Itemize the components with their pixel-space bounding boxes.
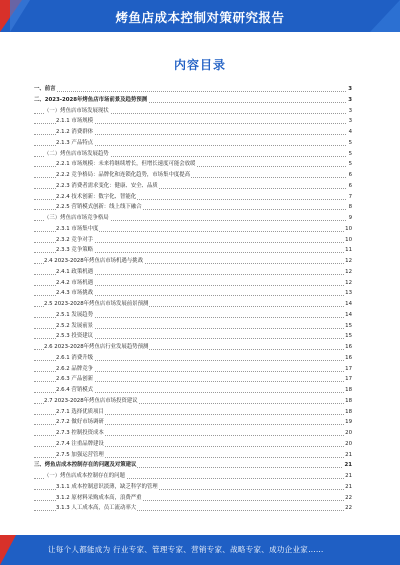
toc-entry[interactable] — [34, 288, 352, 299]
toc-entry[interactable] — [34, 116, 352, 127]
toc-entry-title: 2.2.1 市场规模：未来将继续增长，但增长速度可能会放缓 — [56, 161, 196, 168]
toc-entry-title: 2.1.1 市场规模 — [56, 118, 93, 125]
toc-entry[interactable] — [34, 364, 352, 375]
toc-entry-page: 12 — [344, 267, 352, 278]
toc-entry-title: 2.7.4 注重品牌建设 — [56, 440, 104, 447]
toc-entry-page: 9 — [348, 213, 352, 224]
toc-entry-page: 3 — [348, 106, 352, 117]
toc-entry-page: 18 — [344, 396, 352, 407]
toc-entry[interactable] — [34, 278, 352, 289]
toc-entry-page: 8 — [348, 202, 352, 213]
toc-entry[interactable] — [34, 213, 352, 224]
toc-entry[interactable] — [34, 267, 352, 278]
toc-entry-title: （一）烤鱼店市场发展现状 — [44, 107, 109, 114]
toc-entry[interactable] — [34, 374, 352, 385]
table-of-contents — [34, 84, 352, 514]
toc-entry[interactable] — [34, 299, 352, 310]
toc-entry-title: （一）烤鱼店成本控制存在的问题 — [44, 473, 125, 479]
toc-entry-title: 2.7.3 控制投资成本 — [56, 430, 104, 436]
toc-entry[interactable] — [34, 84, 352, 95]
toc-entry[interactable] — [34, 417, 352, 428]
toc-entry-page: 7 — [348, 192, 352, 203]
toc-entry-title: 2.5.3 投资建议 — [56, 333, 93, 340]
toc-entry[interactable] — [34, 235, 352, 246]
toc-entry-page: 10 — [344, 235, 352, 246]
toc-entry-page: 14 — [344, 299, 352, 310]
toc-entry-page: 22 — [344, 503, 352, 514]
toc-entry-title: 2.6.2 品牌竞争 — [56, 365, 93, 372]
toc-entry-page: 11 — [344, 245, 352, 256]
toc-entry[interactable] — [34, 170, 352, 181]
toc-entry[interactable] — [34, 331, 352, 342]
toc-heading: 内容目录 — [173, 58, 226, 72]
toc-entry-page: 12 — [344, 278, 352, 289]
toc-entry-title: 2.1.2 消费群体 — [56, 129, 93, 135]
toc-entry-page: 18 — [344, 407, 352, 418]
toc-entry[interactable] — [34, 471, 352, 482]
toc-entry[interactable] — [34, 181, 352, 192]
toc-entry-page: 16 — [344, 342, 352, 353]
toc-entry-page: 14 — [344, 310, 352, 321]
toc-entry[interactable] — [34, 138, 352, 149]
toc-entry-title: 2.5.2 发展前景 — [56, 322, 93, 329]
toc-entry-page: 21 — [344, 450, 352, 461]
toc-entry[interactable] — [34, 439, 352, 450]
toc-entry-page: 6 — [348, 170, 352, 181]
toc-entry-page: 15 — [344, 321, 352, 332]
toc-entry[interactable] — [34, 503, 352, 514]
toc-entry-page: 5 — [348, 149, 352, 160]
toc-leader-dots — [34, 91, 346, 92]
toc-entry[interactable] — [34, 245, 352, 256]
toc-entry-page: 22 — [344, 493, 352, 504]
toc-entry-title: 2.7.1 选择优质项目 — [56, 408, 104, 415]
toc-entry-page: 12 — [344, 256, 352, 267]
toc-entry-title: 三、烤鱼店成本控制存在的问题及对策建议 — [34, 462, 137, 469]
toc-entry-title: 3.1.3 人工成本高，员工流动率大 — [56, 505, 137, 512]
footer-slogan: 让每个人都能成为 行业专家、管理专家、营销专家、战略专家、成功企业家…… — [48, 545, 324, 554]
toc-entry-title: 二、2023-2028年烤鱼店市场前景及趋势预测 — [34, 96, 148, 103]
toc-entry[interactable] — [34, 192, 352, 203]
toc-entry[interactable] — [34, 202, 352, 213]
toc-entry-title: 2.4.3 市场挑战 — [56, 290, 93, 297]
toc-entry-title: 3.1.2 原材料采购成本高，浪费严重 — [56, 494, 142, 501]
toc-entry-title: 2.3.1 市场集中度 — [56, 225, 99, 232]
toc-entry-title: 2.2.2 竞争格局：品牌化和连锁化趋势，市场集中度提高 — [56, 172, 191, 178]
page-footer — [0, 535, 400, 565]
toc-entry-page: 3 — [347, 95, 352, 106]
toc-entry-title: （三）烤鱼店市场竞争格局 — [44, 215, 109, 221]
toc-entry-page: 17 — [344, 364, 352, 375]
toc-entry[interactable] — [34, 342, 352, 353]
toc-entry-page: 17 — [344, 374, 352, 385]
toc-entry[interactable] — [34, 396, 352, 407]
toc-entry-title: 2.6.1 消费升级 — [56, 354, 93, 361]
toc-entry-page: 3 — [348, 116, 352, 127]
toc-entry[interactable] — [34, 106, 352, 117]
toc-entry-page: 5 — [348, 138, 352, 149]
toc-entry-page: 19 — [344, 417, 352, 428]
toc-entry-title: 2.7.2 做好市场调研 — [56, 419, 104, 426]
toc-entry-title: 2.6.4 营销模式 — [56, 387, 93, 393]
toc-entry[interactable] — [34, 149, 352, 160]
toc-entry-page: 5 — [348, 159, 352, 170]
toc-entry-title: 3.1.1 成本控制意识淡薄，缺乏科学的管理 — [56, 483, 158, 490]
document-title: 烤鱼店成本控制对策研究报告 — [115, 10, 285, 25]
toc-entry-page: 21 — [344, 482, 352, 493]
toc-entry[interactable] — [34, 385, 352, 396]
toc-entry-page: 10 — [344, 224, 352, 235]
toc-entry[interactable] — [34, 428, 352, 439]
toc-entry-title: 2.6.3 产品创新 — [56, 376, 93, 383]
toc-entry-page: 16 — [344, 353, 352, 364]
toc-entry-page: 3 — [347, 84, 352, 95]
toc-entry-title: 2.5.1 发展趋势 — [56, 311, 93, 318]
toc-entry-page: 6 — [348, 181, 352, 192]
toc-entry[interactable] — [34, 407, 352, 418]
toc-entry-page: 13 — [344, 288, 352, 299]
toc-entry-title: 2.4.2 市场机遇 — [56, 279, 93, 286]
toc-entry-title: 2.5 2023-2028年烤鱼店市场发展前景预测 — [44, 301, 149, 307]
toc-entry[interactable] — [34, 224, 352, 235]
page-header — [0, 0, 400, 32]
toc-entry-title: 2.1.3 产品特点 — [56, 139, 93, 146]
toc-entry[interactable] — [34, 159, 352, 170]
toc-entry-title: 2.2.5 营销模式创新：线上线下融合 — [56, 204, 142, 211]
toc-entry-title: 2.4 2023-2028年烤鱼店市场机遇与挑战 — [44, 258, 143, 264]
toc-entry-title: 2.6 2023-2028年烤鱼店行业发展趋势预测 — [44, 344, 149, 350]
toc-entry-page: 4 — [348, 127, 352, 138]
toc-entry-title: 2.4.1 政策机遇 — [56, 268, 93, 275]
toc-entry[interactable] — [34, 450, 352, 461]
toc-entry-title: 2.2.4 技术创新：数字化、智能化 — [56, 193, 137, 200]
toc-entry[interactable] — [34, 321, 352, 332]
toc-entry-page: 15 — [344, 331, 352, 342]
toc-entry-page: 20 — [344, 428, 352, 439]
toc-entry[interactable] — [34, 310, 352, 321]
toc-entry-title: 2.7.5 加强运营管理 — [56, 451, 104, 458]
toc-entry-page: 21 — [344, 471, 352, 482]
toc-entry-title: 2.3.3 竞争策略 — [56, 247, 93, 254]
toc-entry[interactable] — [34, 482, 352, 493]
toc-entry[interactable] — [34, 95, 352, 106]
toc-entry-title: 2.2.3 消费者需求变化：健康、安全、品质 — [56, 182, 158, 189]
toc-entry[interactable] — [34, 127, 352, 138]
toc-entry-title: 2.3.2 竞争对手 — [56, 236, 93, 243]
toc-entry-page: 18 — [344, 385, 352, 396]
toc-entry[interactable] — [34, 493, 352, 504]
toc-entry[interactable] — [34, 460, 352, 471]
footer-red-accent — [0, 535, 16, 565]
toc-entry-title: 一、前言 — [34, 86, 56, 92]
toc-entry-page: 21 — [343, 460, 352, 471]
toc-entry[interactable] — [34, 256, 352, 267]
toc-entry-title: 2.7 2023-2028年烤鱼店市场投资建议 — [44, 397, 138, 404]
toc-entry[interactable] — [34, 353, 352, 364]
toc-entry-page: 20 — [344, 439, 352, 450]
toc-entry-title: （二）烤鱼店市场发展趋势 — [44, 150, 109, 157]
